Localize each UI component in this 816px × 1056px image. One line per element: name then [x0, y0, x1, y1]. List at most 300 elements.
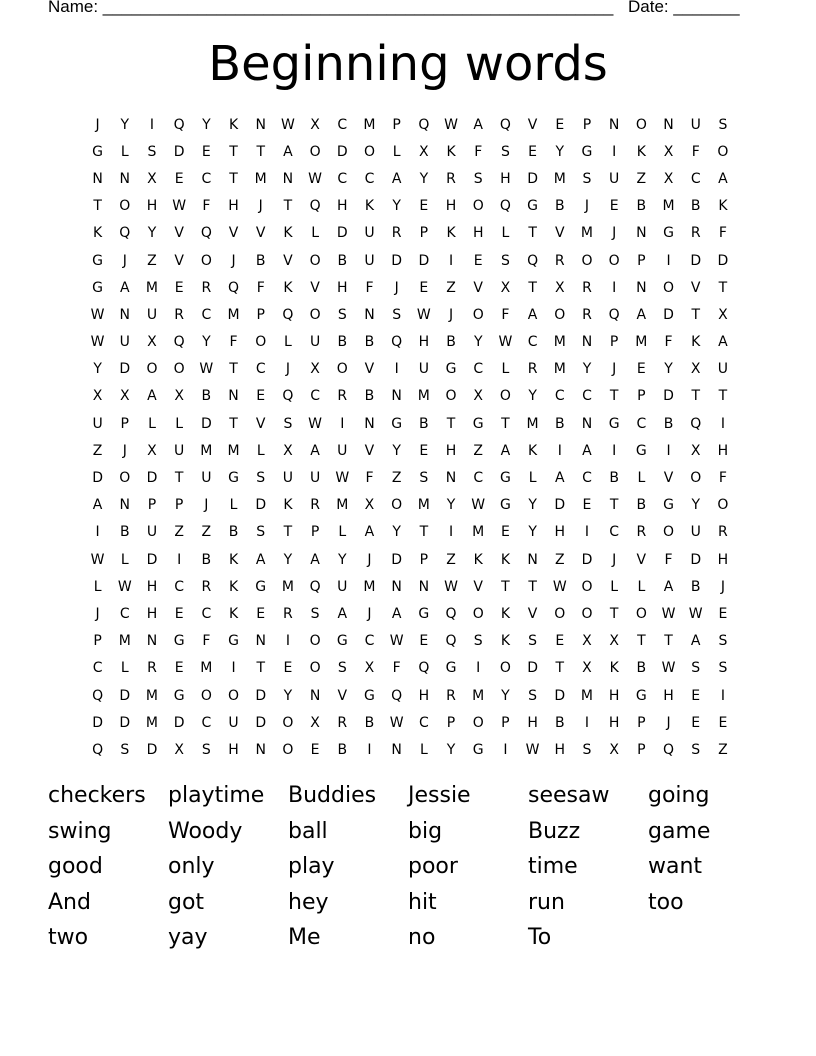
grid-letter: E [609, 198, 619, 215]
grid-letter: X [364, 660, 375, 677]
grid-letter: G [472, 741, 484, 758]
grid-letter: I [666, 442, 671, 459]
grid-letter: D [336, 225, 348, 242]
grid-letter: U [146, 306, 158, 323]
grid-letter: X [718, 306, 728, 323]
grid-letter: B [554, 198, 565, 215]
grid-letter: Q [445, 633, 457, 650]
grid-letter: C [636, 415, 647, 432]
grid-letter: C [174, 578, 185, 595]
grid-letter: S [718, 633, 728, 650]
grid-letter: V [473, 279, 483, 296]
grid-letter: G [608, 415, 620, 432]
grid-letter: L [419, 741, 428, 758]
grid-letter: D [92, 714, 103, 731]
grid-letter: C [92, 660, 103, 677]
grid-letter: P [392, 116, 401, 133]
grid-letter: L [501, 361, 510, 378]
grid-letter: Z [92, 442, 103, 459]
grid-letter: O [472, 198, 484, 215]
grid-letter: D [173, 714, 185, 731]
grid-letter: M [580, 225, 594, 242]
grid-letter: O [499, 660, 511, 677]
grid-letter: W [199, 361, 214, 378]
grid-letter: V [690, 279, 701, 296]
grid-letter: E [419, 198, 429, 215]
grid-letter: R [283, 605, 293, 622]
grid-letter: M [145, 687, 159, 704]
grid-letter: W [471, 497, 486, 514]
grid-letter: F [365, 470, 374, 487]
grid-letter: K [228, 605, 239, 622]
grid-letter: N [228, 388, 239, 405]
grid-letter: Y [120, 116, 130, 133]
grid-letter: F [664, 551, 673, 568]
grid-letter: Z [718, 741, 728, 758]
grid-letter: P [310, 524, 320, 541]
grid-letter: H [717, 442, 729, 459]
grid-letter: O [717, 497, 729, 514]
grid-letter: A [337, 605, 348, 622]
grid-letter: V [255, 415, 266, 432]
grid-letter: N [119, 497, 131, 514]
grid-letter: M [200, 660, 213, 677]
grid-letter: S [201, 741, 211, 758]
grid-letter: E [528, 143, 538, 160]
grid-letter: G [663, 497, 674, 514]
grid-letter: R [690, 225, 701, 242]
grid-letter: Y [473, 334, 483, 351]
grid-letter: C [554, 388, 565, 405]
word-list-item: To [528, 925, 552, 950]
grid-letter: A [554, 470, 565, 487]
grid-letter: C [337, 170, 348, 187]
grid-letter: S [691, 660, 701, 677]
grid-letter: K [500, 551, 510, 568]
grid-letter: N [364, 415, 375, 432]
grid-letter: P [637, 741, 646, 758]
grid-letter: J [122, 442, 127, 459]
grid-letter: T [419, 524, 429, 541]
grid-letter: Q [499, 116, 511, 133]
grid-letter: G [635, 687, 647, 704]
grid-letter: G [445, 660, 457, 677]
grid-letter: K [228, 551, 239, 568]
grid-letter: T [528, 225, 537, 242]
grid-letter: Z [554, 551, 565, 568]
grid-letter: Q [663, 741, 675, 758]
grid-letter: O [499, 388, 511, 405]
grid-letter: C [473, 361, 484, 378]
grid-letter: M [553, 361, 566, 378]
word-list-item: Jessie [408, 783, 471, 808]
grid-letter: A [119, 279, 130, 296]
word-list-item: two [48, 925, 89, 950]
grid-letter: Y [202, 116, 211, 133]
grid-letter: F [202, 633, 211, 650]
grid-letter: J [367, 551, 372, 568]
grid-letter: H [445, 198, 457, 215]
grid-letter: W [552, 578, 567, 595]
grid-letter: M [472, 524, 485, 541]
grid-letter: Q [418, 660, 430, 677]
grid-letter: O [635, 116, 647, 133]
grid-letter: Y [528, 497, 537, 514]
grid-letter: K [228, 578, 239, 595]
grid-letter: W [688, 605, 703, 622]
grid-letter: M [336, 497, 349, 514]
grid-letter: E [555, 633, 565, 650]
grid-letter: I [557, 442, 562, 459]
grid-letter: V [473, 578, 483, 595]
grid-letter: T [283, 198, 293, 215]
grid-letter: I [448, 252, 454, 269]
grid-letter: I [367, 741, 372, 758]
grid-letter: K [500, 633, 510, 650]
grid-letter: C [690, 170, 701, 187]
grid-letter: Q [309, 198, 321, 215]
grid-letter: P [582, 116, 592, 133]
grid-letter: W [416, 306, 431, 323]
grid-letter: M [227, 442, 240, 459]
grid-letter: K [473, 551, 483, 568]
grid-letter: X [310, 116, 320, 133]
grid-letter: M [363, 578, 376, 595]
grid-letter: T [229, 415, 238, 432]
grid-letter: F [718, 225, 727, 242]
grid-letter: A [718, 170, 728, 187]
grid-letter: S [691, 741, 701, 758]
grid-letter: R [527, 361, 538, 378]
grid-letter: L [501, 225, 510, 242]
grid-letter: S [500, 252, 510, 269]
grid-letter: M [526, 415, 539, 432]
grid-letter: E [174, 170, 184, 187]
grid-letter: L [148, 415, 156, 432]
grid-letter: U [337, 442, 348, 459]
grid-letter: R [201, 279, 212, 296]
grid-letter: Y [501, 687, 510, 704]
grid-letter: O [554, 306, 566, 323]
grid-letter: H [554, 741, 566, 758]
grid-letter: V [527, 116, 538, 133]
grid-letter: S [337, 660, 347, 677]
word-list-item: big [408, 818, 443, 844]
grid-letter: C [119, 605, 130, 622]
grid-letter: T [609, 388, 619, 405]
grid-letter: N [255, 116, 266, 133]
grid-letter: X [473, 388, 484, 405]
grid-letter: K [500, 605, 510, 622]
grid-letter: M [553, 334, 566, 351]
grid-letter: A [255, 551, 266, 568]
grid-letter: N [255, 633, 266, 650]
grid-letter: N [445, 470, 457, 487]
grid-letter: N [364, 306, 375, 323]
grid-letter: L [229, 497, 238, 514]
grid-letter: N [282, 170, 294, 187]
grid-letter: C [418, 714, 429, 731]
grid-letter: Z [174, 524, 184, 541]
grid-letter: K [446, 143, 456, 160]
grid-letter: O [282, 714, 294, 731]
grid-letter: B [201, 551, 212, 568]
word-list-item: game [648, 818, 711, 844]
grid-letter: J [394, 279, 399, 296]
name-field-label: Name: ______________________________________________________ [48, 0, 614, 16]
grid-letter: Z [391, 470, 402, 487]
grid-letter: F [256, 279, 265, 296]
grid-letter: X [310, 714, 320, 731]
grid-letter: M [580, 687, 594, 704]
grid-letter: Z [636, 170, 647, 187]
grid-letter: D [173, 143, 185, 160]
grid-letter: Y [338, 551, 347, 568]
grid-letter: K [691, 334, 701, 351]
grid-letter: X [582, 660, 592, 677]
grid-letter: J [666, 714, 671, 731]
grid-letter: R [446, 687, 456, 704]
grid-letter: R [147, 660, 157, 677]
grid-letter: G [336, 633, 348, 650]
word-list-item: no [408, 925, 436, 950]
grid-letter: D [92, 470, 103, 487]
grid-letter: Q [119, 225, 131, 242]
grid-letter: I [612, 143, 617, 160]
grid-letter: S [473, 633, 483, 650]
grid-letter: Y [446, 741, 456, 758]
grid-letter: B [337, 334, 348, 351]
grid-letter: Y [691, 497, 700, 514]
grid-letter: A [391, 605, 402, 622]
grid-letter: I [503, 741, 508, 758]
grid-letter: P [419, 551, 429, 568]
grid-letter: Q [391, 334, 403, 351]
grid-letter: G [499, 497, 511, 514]
grid-letter: E [555, 116, 565, 133]
grid-letter: B [337, 741, 348, 758]
grid-letter: W [498, 334, 513, 351]
grid-letter: O [309, 660, 321, 677]
grid-letter: D [391, 551, 403, 568]
grid-letter: M [635, 334, 648, 351]
grid-letter: H [554, 524, 566, 541]
grid-letter: O [119, 198, 131, 215]
grid-letter: V [364, 361, 375, 378]
grid-letter: I [476, 660, 481, 677]
grid-letter: A [391, 170, 402, 187]
grid-letter: G [92, 252, 104, 269]
grid-letter: Y [664, 361, 673, 378]
grid-letter: M [145, 714, 159, 731]
grid-letter: P [637, 388, 646, 405]
grid-letter: T [256, 143, 265, 160]
grid-letter: O [309, 252, 321, 269]
grid-letter: E [636, 361, 646, 378]
grid-letter: L [284, 334, 292, 351]
grid-letter: Q [309, 578, 321, 595]
grid-letter: K [528, 442, 538, 459]
grid-letter: S [256, 470, 266, 487]
grid-letter: G [635, 442, 647, 459]
grid-letter: U [418, 361, 429, 378]
grid-letter: H [228, 198, 239, 215]
grid-letter: J [122, 252, 127, 269]
grid-letter: H [663, 687, 674, 704]
grid-letter: T [93, 198, 102, 215]
grid-letter: I [177, 551, 182, 568]
grid-letter: X [690, 442, 701, 459]
grid-letter: X [663, 170, 674, 187]
grid-letter: V [554, 225, 565, 242]
grid-letter: O [690, 470, 702, 487]
grid-letter: R [446, 170, 456, 187]
grid-letter: T [446, 415, 456, 432]
grid-letter: D [581, 551, 593, 568]
grid-letter: L [338, 524, 347, 541]
word-list-item: good [48, 854, 103, 879]
grid-letter: A [473, 116, 483, 133]
letter-grid [84, 111, 737, 764]
grid-letter: F [229, 334, 238, 351]
grid-letter: T [691, 306, 700, 323]
grid-letter: U [201, 470, 212, 487]
grid-letter: B [364, 334, 375, 351]
grid-letter: V [364, 442, 375, 459]
grid-letter: O [309, 306, 321, 323]
grid-letter: M [281, 578, 294, 595]
grid-letter: I [612, 279, 617, 296]
grid-letter: O [581, 605, 593, 622]
grid-letter: C [609, 524, 620, 541]
grid-letter: O [282, 741, 294, 758]
grid-letter: D [527, 170, 538, 187]
grid-letter: V [310, 279, 320, 296]
grid-letter: G [445, 361, 457, 378]
grid-letter: D [119, 361, 131, 378]
grid-letter: C [582, 470, 592, 487]
grid-letter: B [609, 470, 619, 487]
header [0, 0, 816, 24]
grid-letter: Q [527, 252, 539, 269]
grid-letter: C [255, 361, 266, 378]
grid-letter: V [663, 470, 674, 487]
grid-letter: T [528, 279, 537, 296]
grid-letter: Q [608, 306, 620, 323]
grid-letter: Z [147, 252, 157, 269]
grid-letter: V [337, 687, 348, 704]
grid-letter: Q [499, 198, 511, 215]
grid-letter: A [718, 334, 728, 351]
grid-letter: C [201, 714, 212, 731]
grid-letter: B [419, 415, 429, 432]
grid-letter: L [120, 551, 129, 568]
grid-letter: B [364, 714, 375, 731]
word-list-item: Woody [168, 818, 243, 844]
word-list-item: time [528, 854, 578, 879]
grid-letter: A [92, 497, 103, 514]
grid-letter: W [525, 741, 540, 758]
grid-letter: E [419, 633, 429, 650]
grid-letter: L [392, 143, 401, 160]
grid-letter: N [391, 741, 402, 758]
grid-letter: R [391, 225, 402, 242]
grid-letter: N [581, 334, 593, 351]
grid-letter: E [256, 605, 266, 622]
grid-letter: J [204, 497, 209, 514]
grid-letter: V [283, 252, 293, 269]
grid-letter: N [391, 388, 402, 405]
grid-letter: S [256, 524, 266, 541]
grid-letter: N [391, 578, 402, 595]
grid-letter: L [637, 578, 646, 595]
grid-letter: Y [446, 497, 456, 514]
grid-letter: P [446, 714, 456, 731]
grid-letter: U [309, 334, 321, 351]
grid-letter: X [364, 497, 375, 514]
word-list-item: checkers [48, 783, 146, 808]
grid-letter: G [391, 415, 403, 432]
grid-letter: B [201, 388, 212, 405]
grid-letter: O [200, 252, 212, 269]
word-list-item: play [288, 854, 335, 879]
grid-letter: V [174, 225, 184, 242]
grid-letter: N [608, 116, 620, 133]
grid-letter: C [201, 306, 212, 323]
grid-letter: G [364, 687, 375, 704]
grid-letter: D [717, 252, 729, 269]
grid-letter: T [609, 605, 619, 622]
grid-letter: N [309, 687, 321, 704]
grid-letter: I [720, 415, 725, 432]
grid-letter: V [527, 605, 538, 622]
grid-letter: U [337, 578, 348, 595]
grid-letter: X [92, 388, 103, 405]
grid-letter: X [663, 143, 674, 160]
grid-letter: E [718, 714, 728, 731]
grid-letter: J [231, 252, 236, 269]
grid-letter: D [200, 415, 212, 432]
grid-letter: T [229, 361, 238, 378]
grid-letter: O [581, 578, 593, 595]
grid-letter: D [146, 470, 158, 487]
grid-letter: O [255, 334, 267, 351]
grid-letter: L [93, 578, 102, 595]
grid-letter: Z [201, 524, 212, 541]
grid-letter: K [93, 225, 103, 242]
grid-letter: D [255, 687, 267, 704]
grid-letter: A [364, 524, 375, 541]
grid-letter: B [636, 497, 647, 514]
grid-letter: N [146, 633, 158, 650]
grid-letter: H [608, 687, 620, 704]
grid-letter: U [146, 524, 158, 541]
grid-letter: R [201, 578, 212, 595]
grid-letter: T [718, 388, 728, 405]
grid-letter: M [417, 388, 430, 405]
grid-letter: R [310, 497, 320, 514]
grid-letter: R [582, 306, 592, 323]
grid-letter: L [120, 143, 129, 160]
grid-letter: Q [391, 687, 403, 704]
grid-letter: R [554, 252, 565, 269]
grid-letter: F [718, 470, 727, 487]
grid-letter: B [255, 252, 266, 269]
grid-letter: O [581, 252, 593, 269]
grid-letter: B [636, 660, 647, 677]
grid-letter: J [612, 361, 617, 378]
grid-letter: G [92, 143, 104, 160]
